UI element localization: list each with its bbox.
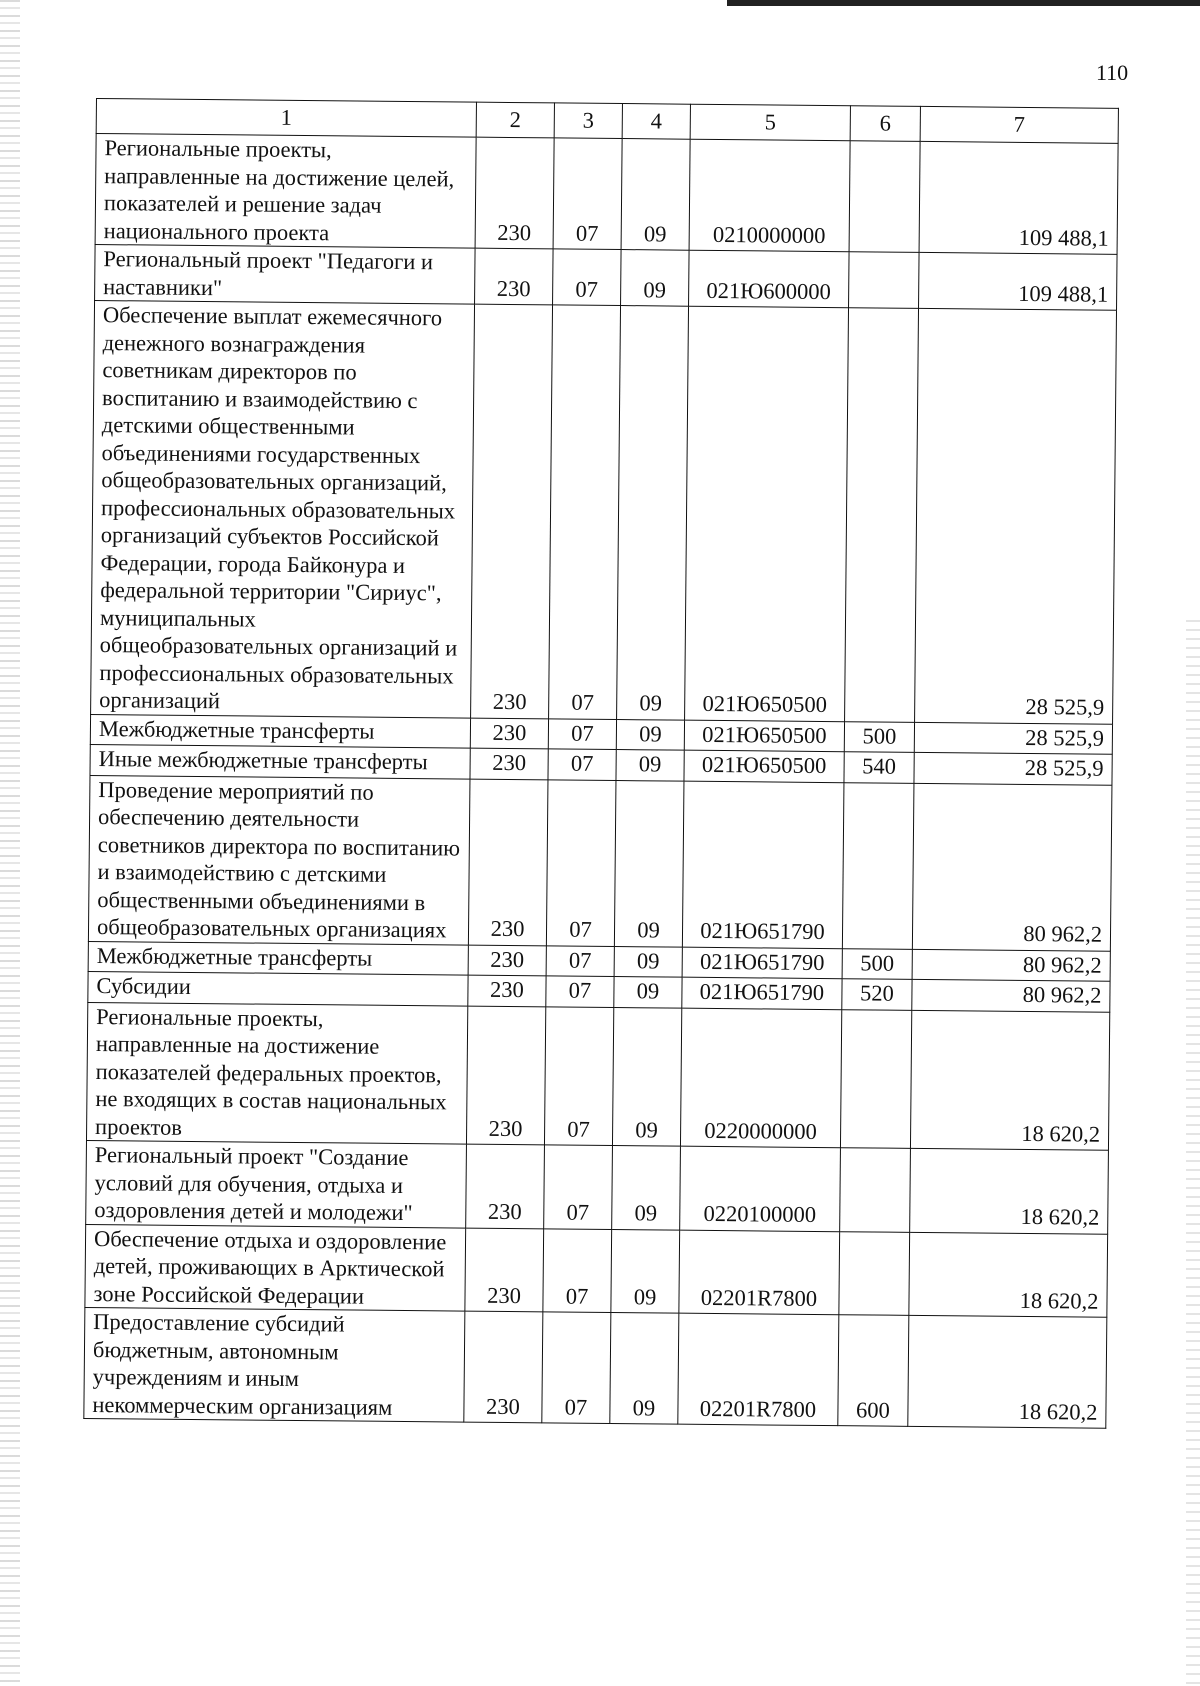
budget-table-container — [83, 98, 1118, 1429]
cell-code-3: 07 — [542, 1312, 611, 1424]
cell-code-2: 230 — [470, 718, 548, 749]
cell-code-4: 09 — [612, 1146, 681, 1230]
column-header: 2 — [476, 102, 554, 138]
row-name: Региональный проект "Создание условий для обучения, отдыха и оздоровления детей и молодежи" — [86, 1140, 467, 1227]
cell-code-3: 07 — [548, 718, 616, 749]
table-row — [95, 244, 1117, 310]
cell-code-5: 02201R7800 — [679, 1230, 840, 1315]
table-row — [91, 300, 1117, 723]
cell-code-6 — [839, 1231, 910, 1315]
cell-code-6: 500 — [844, 721, 914, 752]
table-row — [88, 775, 1112, 951]
row-name: Предоставление субсидий бюджетным, автономным учреждениям и иным некоммерческим организациям — [84, 1307, 465, 1422]
budget-table — [83, 98, 1119, 1429]
cell-code-3: 07 — [548, 749, 616, 780]
cell-code-6: 520 — [842, 979, 912, 1010]
table-row — [84, 1307, 1107, 1428]
cell-code-4: 09 — [611, 1229, 680, 1313]
table-body — [84, 134, 1118, 1429]
scan-right-edge — [1186, 620, 1200, 1686]
cell-amount: 80 962,2 — [912, 979, 1110, 1011]
row-name: Межбюджетные трансферты — [90, 714, 470, 748]
cell-code-5: 0210000000 — [689, 139, 850, 252]
column-header: 6 — [850, 106, 920, 142]
cell-code-6 — [840, 1009, 911, 1148]
cell-code-6 — [845, 308, 919, 722]
cell-code-5: 0220100000 — [680, 1146, 841, 1231]
cell-code-3: 07 — [553, 249, 622, 306]
cell-code-3: 07 — [543, 1228, 612, 1312]
cell-code-4: 09 — [614, 780, 684, 947]
cell-code-2: 230 — [468, 975, 546, 1006]
cell-code-6 — [849, 252, 920, 309]
row-name: Проведение мероприятий по обеспечению деятельности советников директора по воспитанию и взаимодействию с детскими общественными объединениями в общеобразовательных организациях — [88, 775, 470, 945]
cell-amount: 18 620,2 — [910, 1010, 1109, 1150]
page-number: 110 — [1096, 60, 1129, 85]
cell-code-4: 09 — [614, 977, 682, 1008]
cell-amount: 18 620,2 — [910, 1148, 1109, 1233]
cell-code-5: 021Ю651790 — [682, 781, 844, 949]
cell-code-6 — [842, 782, 914, 949]
row-name: Региональные проекты, направленные на достижение целей, показателей и решение задач национального проекта — [95, 134, 476, 249]
row-name: Субсидии — [88, 971, 468, 1005]
cell-code-5: 0220000000 — [680, 1008, 841, 1148]
cell-code-5: 021Ю650500 — [684, 750, 844, 782]
cell-amount: 109 488,1 — [919, 252, 1118, 310]
table-row — [95, 134, 1118, 255]
cell-amount: 18 620,2 — [908, 1315, 1107, 1428]
cell-code-6: 500 — [842, 948, 912, 979]
scan-top-bar — [727, 0, 1200, 6]
cell-code-6: 540 — [844, 752, 914, 783]
cell-code-3: 07 — [546, 945, 614, 976]
cell-amount: 80 962,2 — [912, 783, 1112, 951]
table-row — [85, 1224, 1108, 1317]
cell-code-3: 07 — [549, 305, 621, 719]
column-header: 5 — [690, 104, 850, 141]
scan-left-edge — [0, 0, 20, 1686]
cell-code-2: 230 — [465, 1228, 544, 1312]
cell-code-3: 07 — [546, 779, 616, 946]
column-header: 3 — [554, 103, 622, 139]
cell-code-2: 230 — [466, 1144, 545, 1228]
cell-code-5: 021Ю650500 — [684, 720, 844, 752]
cell-code-6: 600 — [838, 1315, 909, 1427]
cell-amount: 28 525,9 — [914, 752, 1112, 784]
row-name: Обеспечение выплат ежемесячного денежного вознаграждения советникам директоров по воспитанию и взаимодействию с детскими общественными объединениями государственных общеобразовательных организаций, профессиональных образовательных организаций субъектов Российской Федерации, города Байконура и федеральной территории "Сириус", муниципальных общеобразовательных организаций и профессиональных образовательных организаций — [91, 300, 475, 717]
cell-code-4: 09 — [610, 1312, 679, 1424]
cell-code-4: 09 — [621, 139, 690, 251]
cell-code-6 — [840, 1148, 911, 1232]
table-row — [86, 1002, 1109, 1150]
cell-code-2: 230 — [475, 248, 554, 305]
cell-code-2: 230 — [464, 1311, 543, 1423]
cell-code-4: 09 — [614, 946, 682, 977]
cell-code-5: 021Ю651790 — [682, 947, 842, 979]
cell-code-6 — [849, 141, 920, 253]
cell-code-5: 021Ю650500 — [685, 306, 849, 721]
column-header: 1 — [96, 99, 476, 138]
cell-code-3: 07 — [544, 1145, 613, 1229]
cell-amount: 28 525,9 — [915, 308, 1117, 723]
cell-code-2: 230 — [471, 304, 553, 718]
row-name: Региональные проекты, направленные на достижение показателей федеральных проектов, не входящих в состав национальных проектов — [86, 1002, 467, 1144]
cell-code-3: 07 — [553, 138, 622, 250]
cell-code-2: 230 — [468, 779, 548, 946]
cell-amount: 80 962,2 — [912, 949, 1110, 981]
cell-code-2: 230 — [475, 137, 554, 249]
row-name: Обеспечение отдыха и оздоровление детей, проживающих в Арктической зоне Российской Федерации — [85, 1224, 466, 1311]
column-header: 4 — [622, 104, 690, 140]
cell-code-5: 021Ю600000 — [689, 250, 850, 308]
cell-code-2: 230 — [470, 748, 548, 779]
cell-code-4: 09 — [617, 306, 689, 720]
cell-code-5: 02201R7800 — [678, 1313, 839, 1426]
row-name: Иные межбюджетные трансферты — [90, 744, 470, 778]
table-row — [86, 1140, 1109, 1233]
cell-amount: 109 488,1 — [919, 141, 1118, 254]
cell-code-2: 230 — [468, 945, 546, 976]
column-header: 7 — [920, 106, 1118, 143]
cell-code-4: 09 — [621, 250, 690, 307]
cell-code-3: 07 — [546, 976, 614, 1007]
row-name: Межбюджетные трансферты — [88, 941, 468, 975]
cell-amount: 28 525,9 — [914, 722, 1112, 754]
cell-code-3: 07 — [544, 1006, 613, 1145]
row-name: Региональный проект "Педагоги и наставники" — [95, 244, 476, 304]
cell-amount: 18 620,2 — [909, 1232, 1108, 1317]
cell-code-2: 230 — [466, 1006, 545, 1145]
cell-code-4: 09 — [612, 1007, 681, 1146]
cell-code-5: 021Ю651790 — [682, 977, 842, 1009]
cell-code-4: 09 — [616, 719, 684, 750]
cell-code-4: 09 — [616, 750, 684, 781]
